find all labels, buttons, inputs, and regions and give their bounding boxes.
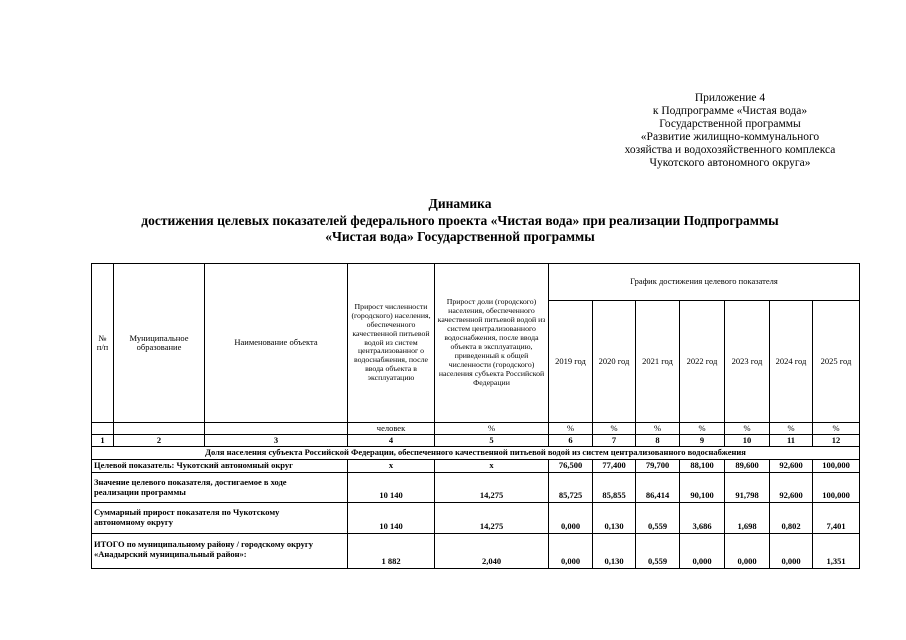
appendix-line: «Развитие жилищно-коммунального — [640, 131, 820, 143]
table-row — [92, 503, 860, 534]
row-year-value: 0,000 — [549, 503, 593, 534]
table-row — [92, 473, 860, 503]
row-year-value: 86,414 — [636, 473, 680, 503]
appendix-line: Приложение 4 — [694, 92, 766, 104]
row-growth-share: 14,275 — [435, 473, 549, 503]
table-row — [92, 534, 860, 569]
row-year-value: 0,000 — [680, 534, 725, 569]
header-year: 2020 год — [593, 301, 636, 423]
row-growth-share: x — [435, 460, 549, 473]
row-year-value: 91,798 — [725, 473, 770, 503]
row-growth-share: 14,275 — [435, 503, 549, 534]
title-line: Динамика — [428, 196, 492, 211]
header-year: 2019 год — [549, 301, 593, 423]
header-year: 2024 год — [770, 301, 813, 423]
row-year-value: 0,130 — [593, 503, 636, 534]
header-growth-count: Прирост численности (городского) населения, обеспеченного качественной питьевой водой из систем централизованног о водоснабжения, после ввода объекта в эксплуатацию — [348, 264, 435, 423]
column-number: 1 — [92, 435, 114, 447]
row-year-value: 92,600 — [770, 473, 813, 503]
row-year-value: 0,802 — [770, 503, 813, 534]
header-growth-share: Прирост доли (городского) населения, обеспеченного качественной питьевой водой из систем централизованного водоснабжения, после ввода объекта в эксплуатацию, приведенный к общей численности (городского) населения субъекта Российской Федерации — [435, 264, 549, 423]
row-label-text: ИТОГО по муниципальному району / городскому округу «Анадырский муниципальный район»: — [94, 539, 313, 559]
header-year: 2023 год — [725, 301, 770, 423]
row-year-value: 85,725 — [549, 473, 593, 503]
appendix-header — [580, 92, 880, 170]
column-number: 6 — [549, 435, 593, 447]
row-growth-count: 10 140 — [348, 473, 435, 503]
row-year-value: 79,700 — [636, 460, 680, 473]
row-year-value: 89,600 — [725, 460, 770, 473]
unit-year: % — [725, 423, 770, 435]
appendix-line: хозяйства и водохозяйственного комплекса — [624, 144, 836, 156]
title-line: достижения целевых показателей федерального проекта «Чистая вода» при реализации Подпрограммы — [141, 212, 779, 228]
header-year: 2022 год — [680, 301, 725, 423]
row-label-text: Суммарный прирост показателя по Чукотскому автономному округу — [94, 507, 280, 527]
column-number: 4 — [348, 435, 435, 447]
title-line: «Чистая вода» Государственной программы — [325, 229, 595, 244]
row-growth-share: 2,040 — [435, 534, 549, 569]
column-number: 12 — [813, 435, 860, 447]
row-year-value: 85,855 — [593, 473, 636, 503]
unit-year: % — [770, 423, 813, 435]
table-row — [92, 460, 860, 473]
row-growth-count: x — [348, 460, 435, 473]
row-year-value: 3,686 — [680, 503, 725, 534]
header-year: 2021 год — [636, 301, 680, 423]
row-label-text: Значение целевого показателя, достигаемое в ходе реализации программы — [94, 477, 287, 497]
row-year-value: 0,000 — [549, 534, 593, 569]
row-year-value: 77,400 — [593, 460, 636, 473]
column-number: 2 — [114, 435, 205, 447]
header-num: № п/п — [92, 264, 114, 423]
row-year-value: 1,698 — [725, 503, 770, 534]
column-number: 10 — [725, 435, 770, 447]
row-year-value: 88,100 — [680, 460, 725, 473]
row-growth-count: 10 140 — [348, 503, 435, 534]
header-year: 2025 год — [813, 301, 860, 423]
row-year-value: 0,130 — [593, 534, 636, 569]
row-year-value: 100,000 — [813, 473, 860, 503]
unit-cell — [92, 423, 114, 435]
row-year-value: 7,401 — [813, 503, 860, 534]
row-label — [92, 534, 348, 569]
column-number: 8 — [636, 435, 680, 447]
row-year-value: 76,500 — [549, 460, 593, 473]
column-number: 3 — [205, 435, 348, 447]
column-number: 5 — [435, 435, 549, 447]
row-label — [92, 503, 348, 534]
row-year-value: 0,559 — [636, 503, 680, 534]
column-number: 11 — [770, 435, 813, 447]
unit-year: % — [593, 423, 636, 435]
unit-year: % — [813, 423, 860, 435]
row-label: Целевой показатель: Чукотский автономный округ — [92, 460, 348, 473]
header-municipality: Муниципальное образование — [114, 264, 205, 423]
appendix-line: Государственной программы — [659, 118, 801, 130]
row-year-value: 0,000 — [770, 534, 813, 569]
unit-year: % — [549, 423, 593, 435]
row-year-value: 100,000 — [813, 460, 860, 473]
unit-growth-share: % — [435, 423, 549, 435]
header-schedule: График достижения целевого показателя — [549, 264, 860, 301]
unit-year: % — [636, 423, 680, 435]
unit-growth-count: человек — [348, 423, 435, 435]
section-title: Доля населения субъекта Российской Федерации, обеспеченного качественной питьевой водой из систем централизованного водоснабжения — [92, 447, 860, 460]
row-year-value: 0,000 — [725, 534, 770, 569]
appendix-line: к Подпрограмме «Чистая вода» — [652, 105, 808, 117]
row-growth-count: 1 882 — [348, 534, 435, 569]
indicators-table — [91, 263, 860, 569]
row-year-value: 0,559 — [636, 534, 680, 569]
column-number: 9 — [680, 435, 725, 447]
unit-year: % — [680, 423, 725, 435]
header-object: Наименование объекта — [205, 264, 348, 423]
row-year-value: 90,100 — [680, 473, 725, 503]
row-label — [92, 473, 348, 503]
row-year-value: 1,351 — [813, 534, 860, 569]
column-number: 7 — [593, 435, 636, 447]
document-title — [95, 196, 825, 246]
appendix-line: Чукотского автономного округа» — [649, 157, 811, 169]
unit-cell — [205, 423, 348, 435]
row-year-value: 92,600 — [770, 460, 813, 473]
unit-cell — [114, 423, 205, 435]
